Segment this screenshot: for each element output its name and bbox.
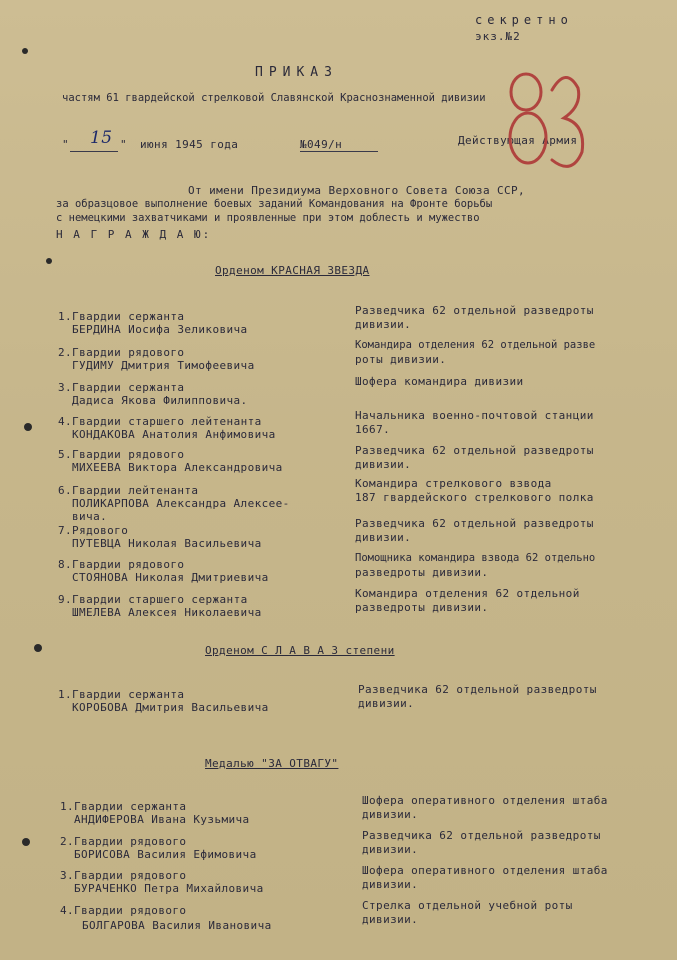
recipient-position-cont: дивизии. [362, 913, 419, 926]
recipient-position: Шофера командира дивизии [355, 375, 524, 388]
recipient-position: Разведчика 62 отдельной разведроты [355, 444, 594, 457]
recipient-position-cont: дивизии. [355, 531, 412, 544]
punch-hole [24, 423, 32, 431]
date-quote-close: " [120, 138, 128, 151]
recipient-position: Командира стрелкового взвода [355, 477, 552, 490]
order-number: №049/н [300, 138, 343, 151]
recipient-name: ШМЕЛЕВА Алексея Николаевича [72, 606, 262, 619]
recipient-position: Разведчика 62 отдельной разведроты [358, 683, 597, 696]
copy-number: экз.№2 [475, 30, 521, 43]
recipient-rank: 2.Гвардии рядового [60, 835, 187, 848]
punch-hole [34, 644, 42, 652]
location: Действующая Армия [458, 134, 578, 147]
recipient-position-cont: дивизии. [355, 458, 412, 471]
recipient-position: Разведчика 62 отдельной разведроты [355, 304, 594, 317]
recipient-rank: 4.Гвардии рядового [60, 904, 187, 917]
recipient-name: БЕРДИНА Иосифа Зеликовича [72, 323, 248, 336]
punch-hole [22, 48, 28, 54]
document-subtitle: частям 61 гвардейской стрелковой Славянской Краснознаменной дивизии [62, 92, 486, 104]
recipient-position: Стрелка отдельной учебной роты [362, 899, 573, 912]
recipient-position-cont: дивизии. [358, 697, 415, 710]
preamble-line-1: От имени Президиума Верховного Совета Союза ССР, [188, 184, 526, 197]
recipient-rank: 8.Гвардии рядового [58, 558, 185, 571]
recipient-position-cont: разведроты дивизии. [355, 566, 489, 579]
recipient-rank: 1.Гвардии сержанта [58, 688, 185, 701]
recipient-rank: 4.Гвардии старшего лейтенанта [58, 415, 262, 428]
preamble-line-3: с немецкими захватчиками и проявленные при этом доблесть и мужество [56, 212, 480, 224]
margin-number-mark [500, 60, 590, 180]
recipient-name: ПОЛИКАРПОВА Александра Алексее- [72, 497, 290, 510]
section-heading: Медалью "ЗА ОТВАГУ" [205, 757, 339, 770]
recipient-name: КОНДАКОВА Анатолия Анфимовича [72, 428, 276, 441]
recipient-position: Разведчика 62 отдельной разведроты [355, 517, 594, 530]
recipient-name: МИХЕЕВА Виктора Александровича [72, 461, 283, 474]
recipient-name: Дадиса Якова Филипповича. [72, 394, 248, 407]
section-heading: Орденом С Л А В А 3 степени [205, 644, 395, 657]
recipient-position: Командира отделения 62 отдельной разве [355, 339, 596, 351]
preamble-line-4: Н А Г Р А Ж Д А Ю: [56, 228, 212, 241]
preamble-line-2: за образцовое выполнение боевых заданий Командования на Фронте борьбы [56, 198, 493, 210]
recipient-position-cont: 1667. [355, 423, 391, 436]
recipient-name: ГУДИМУ Дмитрия Тимофеевича [72, 359, 255, 372]
document-title: ПРИКАЗ [255, 65, 338, 80]
secret-stamp: секретно [475, 13, 573, 27]
recipient-name: БУРАЧЕНКО Петра Михайловича [74, 882, 264, 895]
recipient-name-cont: вича. [72, 510, 108, 523]
recipient-position-cont: разведроты дивизии. [355, 601, 489, 614]
recipient-position-cont: роты дивизии. [355, 353, 447, 366]
recipient-rank: 1.Гвардии сержанта [58, 310, 185, 323]
recipient-rank: 5.Гвардии рядового [58, 448, 185, 461]
recipient-rank: 1.Гвардии сержанта [60, 800, 187, 813]
recipient-rank: 3.Гвардии сержанта [58, 381, 185, 394]
section-heading: Орденом КРАСНАЯ ЗВЕЗДА [215, 264, 370, 277]
recipient-position: Помощника командира взвода 62 отдельно [355, 552, 596, 564]
date-underline [70, 151, 118, 152]
recipient-position-cont: дивизии. [362, 843, 419, 856]
date-quote-open: " [62, 138, 70, 151]
punch-hole [46, 258, 52, 264]
recipient-position-cont: дивизии. [355, 318, 412, 331]
recipient-rank: 3.Гвардии рядового [60, 869, 187, 882]
order-number-underline [300, 151, 378, 152]
recipient-position: Шофера оперативного отделения штаба [362, 864, 608, 877]
recipient-name: СТОЯНОВА Николая Дмитриевича [72, 571, 269, 584]
recipient-position-cont: дивизии. [362, 808, 419, 821]
recipient-position: Разведчика 62 отдельной разведроты [362, 829, 601, 842]
recipient-position: Шофера оперативного отделения штаба [362, 794, 608, 807]
recipient-position: Начальника военно-почтовой станции [355, 409, 594, 422]
recipient-rank: 7.Рядового [58, 524, 129, 537]
recipient-position-cont: дивизии. [362, 878, 419, 891]
recipient-rank: 2.Гвардии рядового [58, 346, 185, 359]
recipient-position-cont: 187 гвардейского стрелкового полка [355, 491, 594, 504]
date-day: 15 [90, 128, 113, 148]
recipient-rank: 6.Гвардии лейтенанта [58, 484, 199, 497]
recipient-name: БОРИСОВА Василия Ефимовича [74, 848, 257, 861]
recipient-name: КОРОБОВА Дмитрия Васильевича [72, 701, 269, 714]
recipient-name: ПУТЕВЦА Николая Васильевича [72, 537, 262, 550]
recipient-name: БОЛГАРОВА Василия Ивановича [82, 919, 272, 932]
recipient-position: Командира отделения 62 отдельной [355, 587, 580, 600]
recipient-name: АНДИФЕРОВА Ивана Кузьмича [74, 813, 250, 826]
punch-hole [22, 838, 30, 846]
recipient-rank: 9.Гвардии старшего сержанта [58, 593, 248, 606]
date-month-year: июня 1945 года [140, 138, 239, 151]
